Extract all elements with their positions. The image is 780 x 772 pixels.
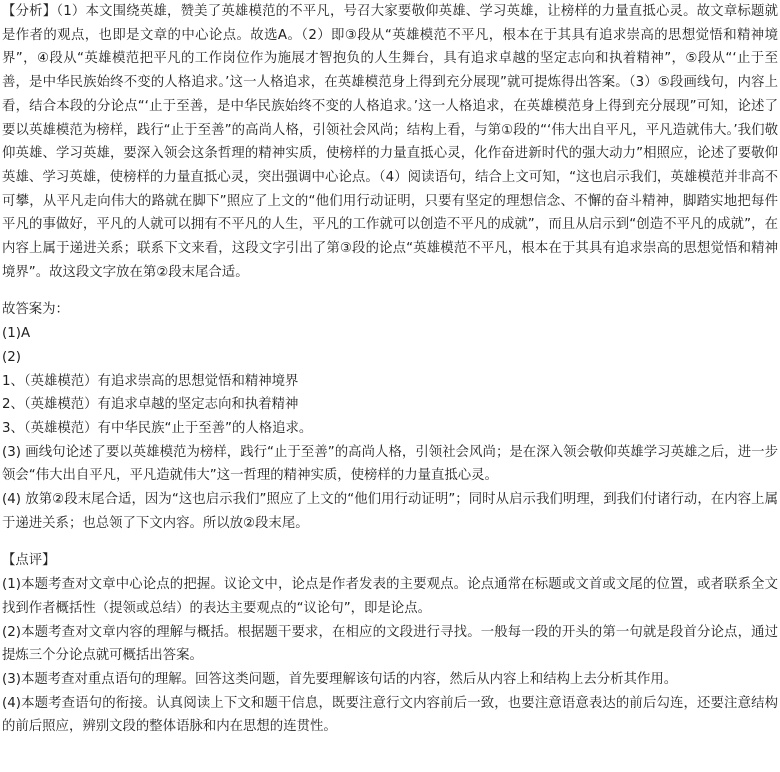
spacer — [2, 284, 778, 298]
answer-intro: 故答案为： — [2, 302, 69, 318]
comment-item-3: (3)本题考查对重点语句的理解。回答这类问题，首先要理解该句话的内容，然后从内容上和结构上去分析其作用。 — [2, 671, 678, 687]
comment-item-1: (1)本题考查对文章中心论点的把握。议论文中，论点是作者发表的主要观点。论点通常在标题或文首或文尾的位置，或者联系全文找到作者概括性（提领或总结）的表达主要观点的“议论句”，即是论点。 — [2, 577, 778, 616]
comment-item-4: (4)本题考查语句的衔接。认真阅读上下文和题干信息，既要注意行文内容前后一致，也要注意语意表达的前后勾连，还要注意结构的前后照应，辨别文段的整体语脉和内在思想的连贯性。 — [2, 695, 778, 735]
comment-heading: 【点评】 — [2, 553, 56, 569]
comment-item-2: (2)本题考查对文章内容的理解与概括。根据题干要求，在相应的文段进行寻找。一般每一段的开头的第一句就是段首分论点，通过提炼三个分论点就可概括出答案。 — [2, 624, 778, 664]
spacer — [2, 535, 778, 549]
answer-q2-item-2: 2、（英雄模范）有追求卓越的坚定志向和执着精神 — [2, 397, 299, 413]
answer-q2: (2) — [2, 349, 21, 365]
answer-q3: (3) 画线句论述了要以英雄模范为榜样，践行“止于至善”的高尚人格，引领社会风尚；是在深入领会敬仰英雄学习英雄之后，进一步领会“伟大出自平凡，平凡造就伟大”这一哲理的精神实质，使榜样的力量直抵心灵。 — [2, 444, 778, 484]
answer-q4: (4) 放第②段末尾合适，因为“这也启示我们”照应了上文的“他们用行动证明”；同时从启示我们明理，到我们付诸行动，在内容上属于递进关系；也总领了下文内容。所以放②段末尾。 — [2, 492, 778, 531]
answer-q1: (1)A — [2, 326, 31, 342]
answer-q2-item-1: 1、（英雄模范）有追求崇高的思想觉悟和精神境界 — [2, 373, 299, 389]
answer-q2-item-3: 3、（英雄模范）有中华民族“止于至善”的人格追求。 — [2, 420, 313, 436]
solution-document — [2, 0, 778, 739]
analysis-paragraph: 【分析】（1）本文围绕英雄，赞美了英雄模范的不平凡，号召大家要敬仰英雄、学习英雄，让榜样的力量直抵心灵。故文章标题就是作者的观点，也即是文章的中心论点。故选A。（2）即③段从“英雄模范不平凡，根本在于其具有追求崇高的思想觉悟和精神境界”，④段从“英雄模范把平凡的工作岗位作为施展才智抱负的人生舞台，具有追求卓越的坚定志向和执着精神”，⑤段从“‘止于至善，是中华民族始终不变的人格追求。’这一人格追求，在英雄模范身上得到充分展现”就可提炼得出答案。（3）⑤段画线句，内容上看，结合本段的分论点“‘止于至善，是中华民族始终不变的人格追求。’这一人格追求，在英雄模范身上得到充分展现”可知，论述了要以英雄模范为榜样，践行“止于至善”的高尚人格，引领社会风尚；结构上看，与第①段的“‘伟大出自平凡，平凡造就伟大。’我们敬仰英雄、学习英雄，要深入领会这条哲理的精神实质，使榜样的力量直抵心灵，化作奋进新时代的强大动力”相照应，论述了要敬仰英雄、学习英雄，使榜样的力量直抵心灵，突出强调中心论点。（4）阅读语句，结合上文可知，“这也启示我们，英雄模范并非高不可攀，从平凡走向伟大的路就在脚下”照应了上文的“他们用行动证明，只要有坚定的理想信念、不懈的奋斗精神，脚踏实地把每件平凡的事做好，平凡的人就可以拥有不平凡的人生，平凡的工作就可以创造不平凡的成就”，而且从启示到“创造不平凡的成就”，在内容上属于递进关系；联系下文来看，这段文字引出了第③段的论点“英雄模范不平凡，根本在于其具有追求崇高的思想觉悟和精神境界”。故这段文字放在第②段末尾合适。 — [2, 4, 778, 280]
